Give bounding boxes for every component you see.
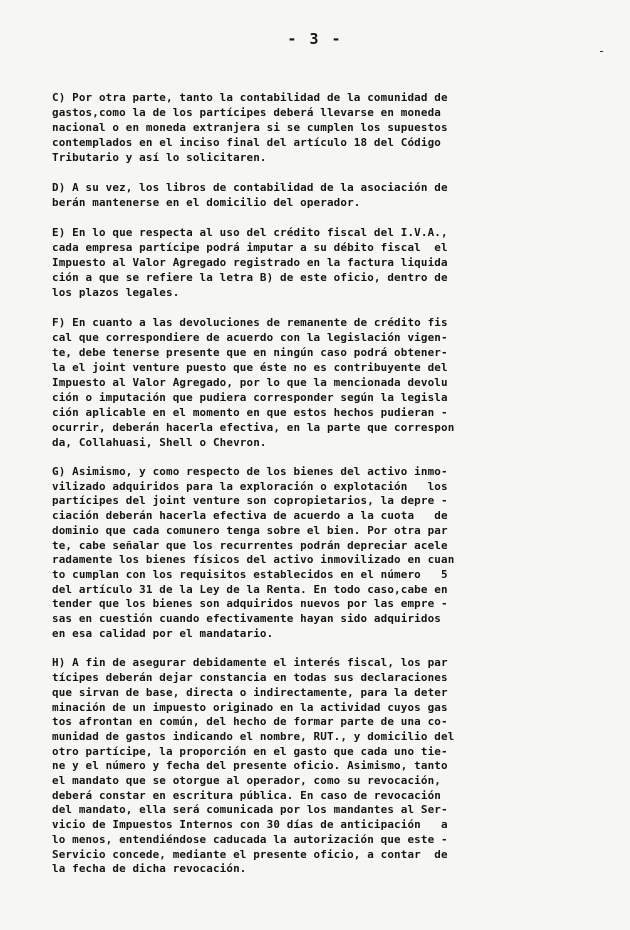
text-line: G) Asimismo, y como respecto de los bienes del activo inmo- [52,465,448,478]
text-line: los plazos legales. [52,286,180,299]
text-line: te, debe tenerse presente que en ningún caso podrá obtener- [52,346,448,359]
paragraph-h [52,656,597,877]
text-line: ne y el número y fecha del presente oficio. Asimismo, tanto [52,759,448,773]
text-line: H) A fin de asegurar debidamente el interés fiscal, los par [52,656,448,670]
text-line: lo menos, entendiéndose caducada la autorización que este - [52,832,448,846]
text-line: que sirvan de base, directa o indirectamente, para la deter [52,685,448,699]
page-number: - 3 - [287,30,343,48]
text-line: minación de un impuesto originado en la actividad cuyos gas [52,700,448,714]
text-line: deberá constar en escritura pública. En caso de revocación [52,788,441,802]
text-line: dominio que cada comunero tenga sobre el bien. Por otra par [52,523,448,537]
text-line: to cumplan con los requisitos establecidos en el número 5 [52,567,448,581]
text-line: partícipes del joint venture son copropietarios, la depre - [52,494,448,508]
text-line: contemplados en el inciso final del artículo 18 del Código [52,136,441,149]
text-line: el mandato que se otorgue al operador, como su revocación, [52,774,441,788]
paragraph-e [52,225,597,300]
text-line: F) En cuanto a las devoluciones de remanente de crédito fis [52,316,448,329]
text-line: ciación deberán hacerla efectiva de acuerdo a la cuota de [52,509,448,523]
text-line: E) En lo que respecta al uso del crédito fiscal del I.V.A., [52,226,448,239]
text-line: ción o imputación que pudiera corresponder según la legisla [52,391,448,404]
text-line: tos afrontan en común, del hecho de formar parte de una co- [52,715,448,729]
text-line: cada empresa partícipe podrá imputar a su débito fiscal el [52,241,448,254]
text-line: C) Por otra parte, tanto la contabilidad de la comunidad de [52,91,448,104]
text-line: Impuesto al Valor Agregado registrado en la factura liquida [52,256,448,269]
text-line: en esa calidad por el mandatario. [52,626,274,640]
paragraph-f [52,315,597,450]
text-line: D) A su vez, los libros de contabilidad de la asociación de [52,181,448,194]
text-line: ción aplicable en el momento en que estos hechos pudieran - [52,406,448,419]
text-line: gastos,como la de los partícipes deberá llevarse en moneda [52,106,441,119]
text-line: tícipes deberán dejar constancia en todas sus declaraciones [52,671,448,685]
text-line: cal que correspondiere de acuerdo con la legislación vigen- [52,331,448,344]
text-line: vilizado adquiridos para la exploración o explotación los [52,479,448,493]
text-line: Impuesto al Valor Agregado, por lo que la mencionada devolu [52,376,448,389]
paragraph-d [52,180,597,210]
text-line: nacional o en moneda extranjera si se cumplen los supuestos [52,121,448,134]
text-line: te, cabe señalar que los recurrentes podrán depreciar acele [52,538,448,552]
text-line: ción a que se refiere la letra B) de este oficio, dentro de [52,271,448,284]
document-body [52,90,597,892]
margin-mark: - [598,44,606,58]
text-line: tender que los bienes son adquiridos nuevos por las empre - [52,597,448,611]
text-line: la el joint venture puesto que éste no es contribuyente del [52,361,448,374]
text-line: munidad de gastos indicando el nombre, RUT., y domicilio del [52,729,455,743]
text-line: berán mantenerse en el domicilio del operador. [52,196,361,209]
text-line: da, Collahuasi, Shell o Chevron. [52,436,267,449]
text-line: sas en cuestión cuando efectivamente hayan sido adquiridos [52,612,441,626]
text-line: radamente los bienes físicos del activo inmovilizado en cuan [52,553,455,567]
text-line: la fecha de dicha revocación. [52,862,247,876]
paragraph-g [52,465,597,641]
text-line: Tributario y así lo solicitaren. [52,151,267,164]
text-line: del mandato, ella será comunicada por los mandantes al Ser- [52,803,448,817]
text-line: vicio de Impuestos Internos con 30 días de anticipación a [52,818,448,832]
text-line: del artículo 31 de la Ley de la Renta. En todo caso,cabe en [52,582,448,596]
text-line: otro partícipe, la proporción en el gasto que cada uno tie- [52,744,448,758]
text-line: ocurrir, deberán hacerla efectiva, en la parte que correspon [52,421,455,434]
text-line: Servicio concede, mediante el presente oficio, a contar de [52,847,448,861]
paragraph-c [52,90,597,165]
